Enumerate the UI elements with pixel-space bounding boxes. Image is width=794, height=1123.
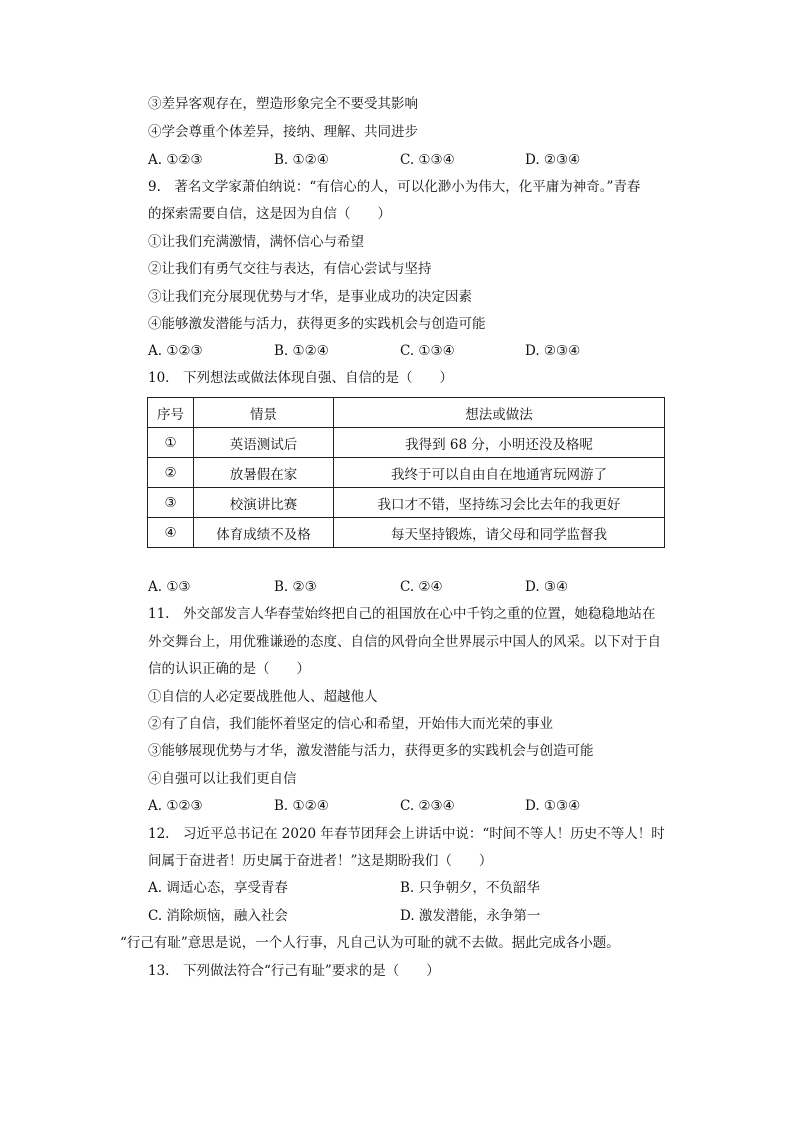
q8-option-b: B. ①②④	[274, 152, 329, 168]
q11-statement-1: ①自信的人必定要战胜他人、超越他人	[148, 689, 378, 705]
q9-statement-1: ①让我们充满激情，满怀信心与希望	[148, 234, 364, 250]
q12-option-c: C. 消除烦恼，融入社会	[148, 908, 288, 924]
q10-table	[147, 397, 665, 548]
q8-statement-3: ③差异客观存在，塑造形象完全不要受其影响	[148, 96, 418, 112]
q9-option-a: A. ①②③	[148, 343, 203, 359]
table-row	[148, 458, 665, 488]
q13-stem: 13. 下列做法符合“行己有耻”要求的是（ ）	[148, 963, 440, 979]
q11-option-d: D. ①③④	[525, 798, 581, 814]
q9-statement-3: ③让我们充分展现优势与才华，是事业成功的决定因素	[148, 289, 472, 305]
table-cell: 校演讲比赛	[194, 488, 334, 518]
table-header-cell: 序号	[148, 398, 194, 428]
table-cell: 每天坚持锻炼，请父母和同学监督我	[334, 518, 665, 548]
q8-option-c: C. ①③④	[400, 152, 455, 168]
q12-options-row-2	[148, 907, 668, 925]
table-header-row	[148, 398, 665, 428]
q12-option-d: D. 激发潜能，永争第一	[400, 908, 541, 924]
q11-stem-line-2: 外交舞台上，用优雅谦逊的态度、自信的风骨向全世界展示中国人的风采。以下对于自	[148, 634, 661, 650]
q8-option-d: D. ②③④	[525, 152, 581, 168]
table-header-cell: 情景	[194, 398, 334, 428]
q9-stem-line-1: 9. 著名文学家萧伯纳说：“有信心的人，可以化渺小为伟大，化平庸为神奇。”青春	[148, 179, 641, 195]
q9-statement-2: ②让我们有勇气交往与表达，有信心尝试与坚持	[148, 261, 432, 277]
q11-option-c: C. ②③④	[400, 798, 455, 814]
q11-option-a: A. ①②③	[148, 798, 203, 814]
table-cell: 我得到 68 分，小明还没及格呢	[334, 428, 665, 458]
q11-statement-2: ②有了自信，我们能怀着坚定的信心和希望，开始伟大而光荣的事业	[148, 716, 553, 732]
table-row	[148, 488, 665, 518]
q9-option-c: C. ①③④	[400, 343, 455, 359]
table-cell: ④	[148, 518, 194, 548]
q12-option-a: A. 调适心态，享受青春	[148, 880, 288, 896]
q11-stem-line-3: 信的认识正确的是（ ）	[148, 661, 310, 677]
q10-option-d: D. ③④	[525, 579, 569, 595]
table-cell: 体育成绩不及格	[194, 518, 334, 548]
q11-option-b: B. ①②④	[274, 798, 329, 814]
q8-statement-4: ④学会尊重个体差异，接纳、理解、共同进步	[148, 124, 418, 140]
q12-option-b: B. 只争朝夕，不负韶华	[400, 880, 541, 896]
q10-option-b: B. ②③	[274, 579, 317, 595]
q9-option-d: D. ②③④	[525, 343, 581, 359]
q11-stem-line-1: 11. 外交部发言人华春莹始终把自己的祖国放在心中千钧之重的位置，她稳稳地站在	[148, 606, 656, 622]
q12-options-row-1	[148, 879, 668, 897]
q10-option-c: C. ②④	[400, 579, 443, 595]
section-intro: “行己有耻”意思是说，一个人行事，凡自己认为可耻的就不去做。据此完成各小题。	[120, 935, 620, 951]
table-cell: 我终于可以自由自在地通宵玩网游了	[334, 458, 665, 488]
table-cell: ①	[148, 428, 194, 458]
q9-statement-4: ④能够激发潜能与活力，获得更多的实践机会与创造可能	[148, 316, 486, 332]
q10-options	[148, 578, 668, 596]
q12-stem-line-2: 间属于奋进者！历史属于奋进者！”这是期盼我们（ ）	[148, 853, 493, 869]
q8-option-a: A. ①②③	[148, 152, 203, 168]
q8-options	[148, 151, 668, 169]
table-header-cell: 想法或做法	[334, 398, 665, 428]
table-cell: 放暑假在家	[194, 458, 334, 488]
table-row	[148, 428, 665, 458]
q10-stem: 10. 下列想法或做法体现自强、自信的是（ ）	[148, 370, 453, 386]
table-cell: ③	[148, 488, 194, 518]
table-row	[148, 518, 665, 548]
q9-option-b: B. ①②④	[274, 343, 329, 359]
q11-statement-3: ③能够展现优势与才华，激发潜能与活力，获得更多的实践机会与创造可能	[148, 743, 594, 759]
q11-statement-4: ④自强可以让我们更自信	[148, 771, 297, 787]
q12-stem-line-1: 12. 习近平总书记在 2020 年春节团拜会上讲话中说：“时间不等人！历史不等人！时	[148, 826, 665, 842]
q11-options	[148, 797, 668, 815]
table-cell: ②	[148, 458, 194, 488]
table-cell: 英语测试后	[194, 428, 334, 458]
q9-stem-line-2: 的探索需要自信，这是因为自信（ ）	[148, 206, 391, 222]
q9-options	[148, 342, 668, 360]
table-cell: 我口才不错，坚持练习会比去年的我更好	[334, 488, 665, 518]
q10-option-a: A. ①③	[148, 579, 191, 595]
